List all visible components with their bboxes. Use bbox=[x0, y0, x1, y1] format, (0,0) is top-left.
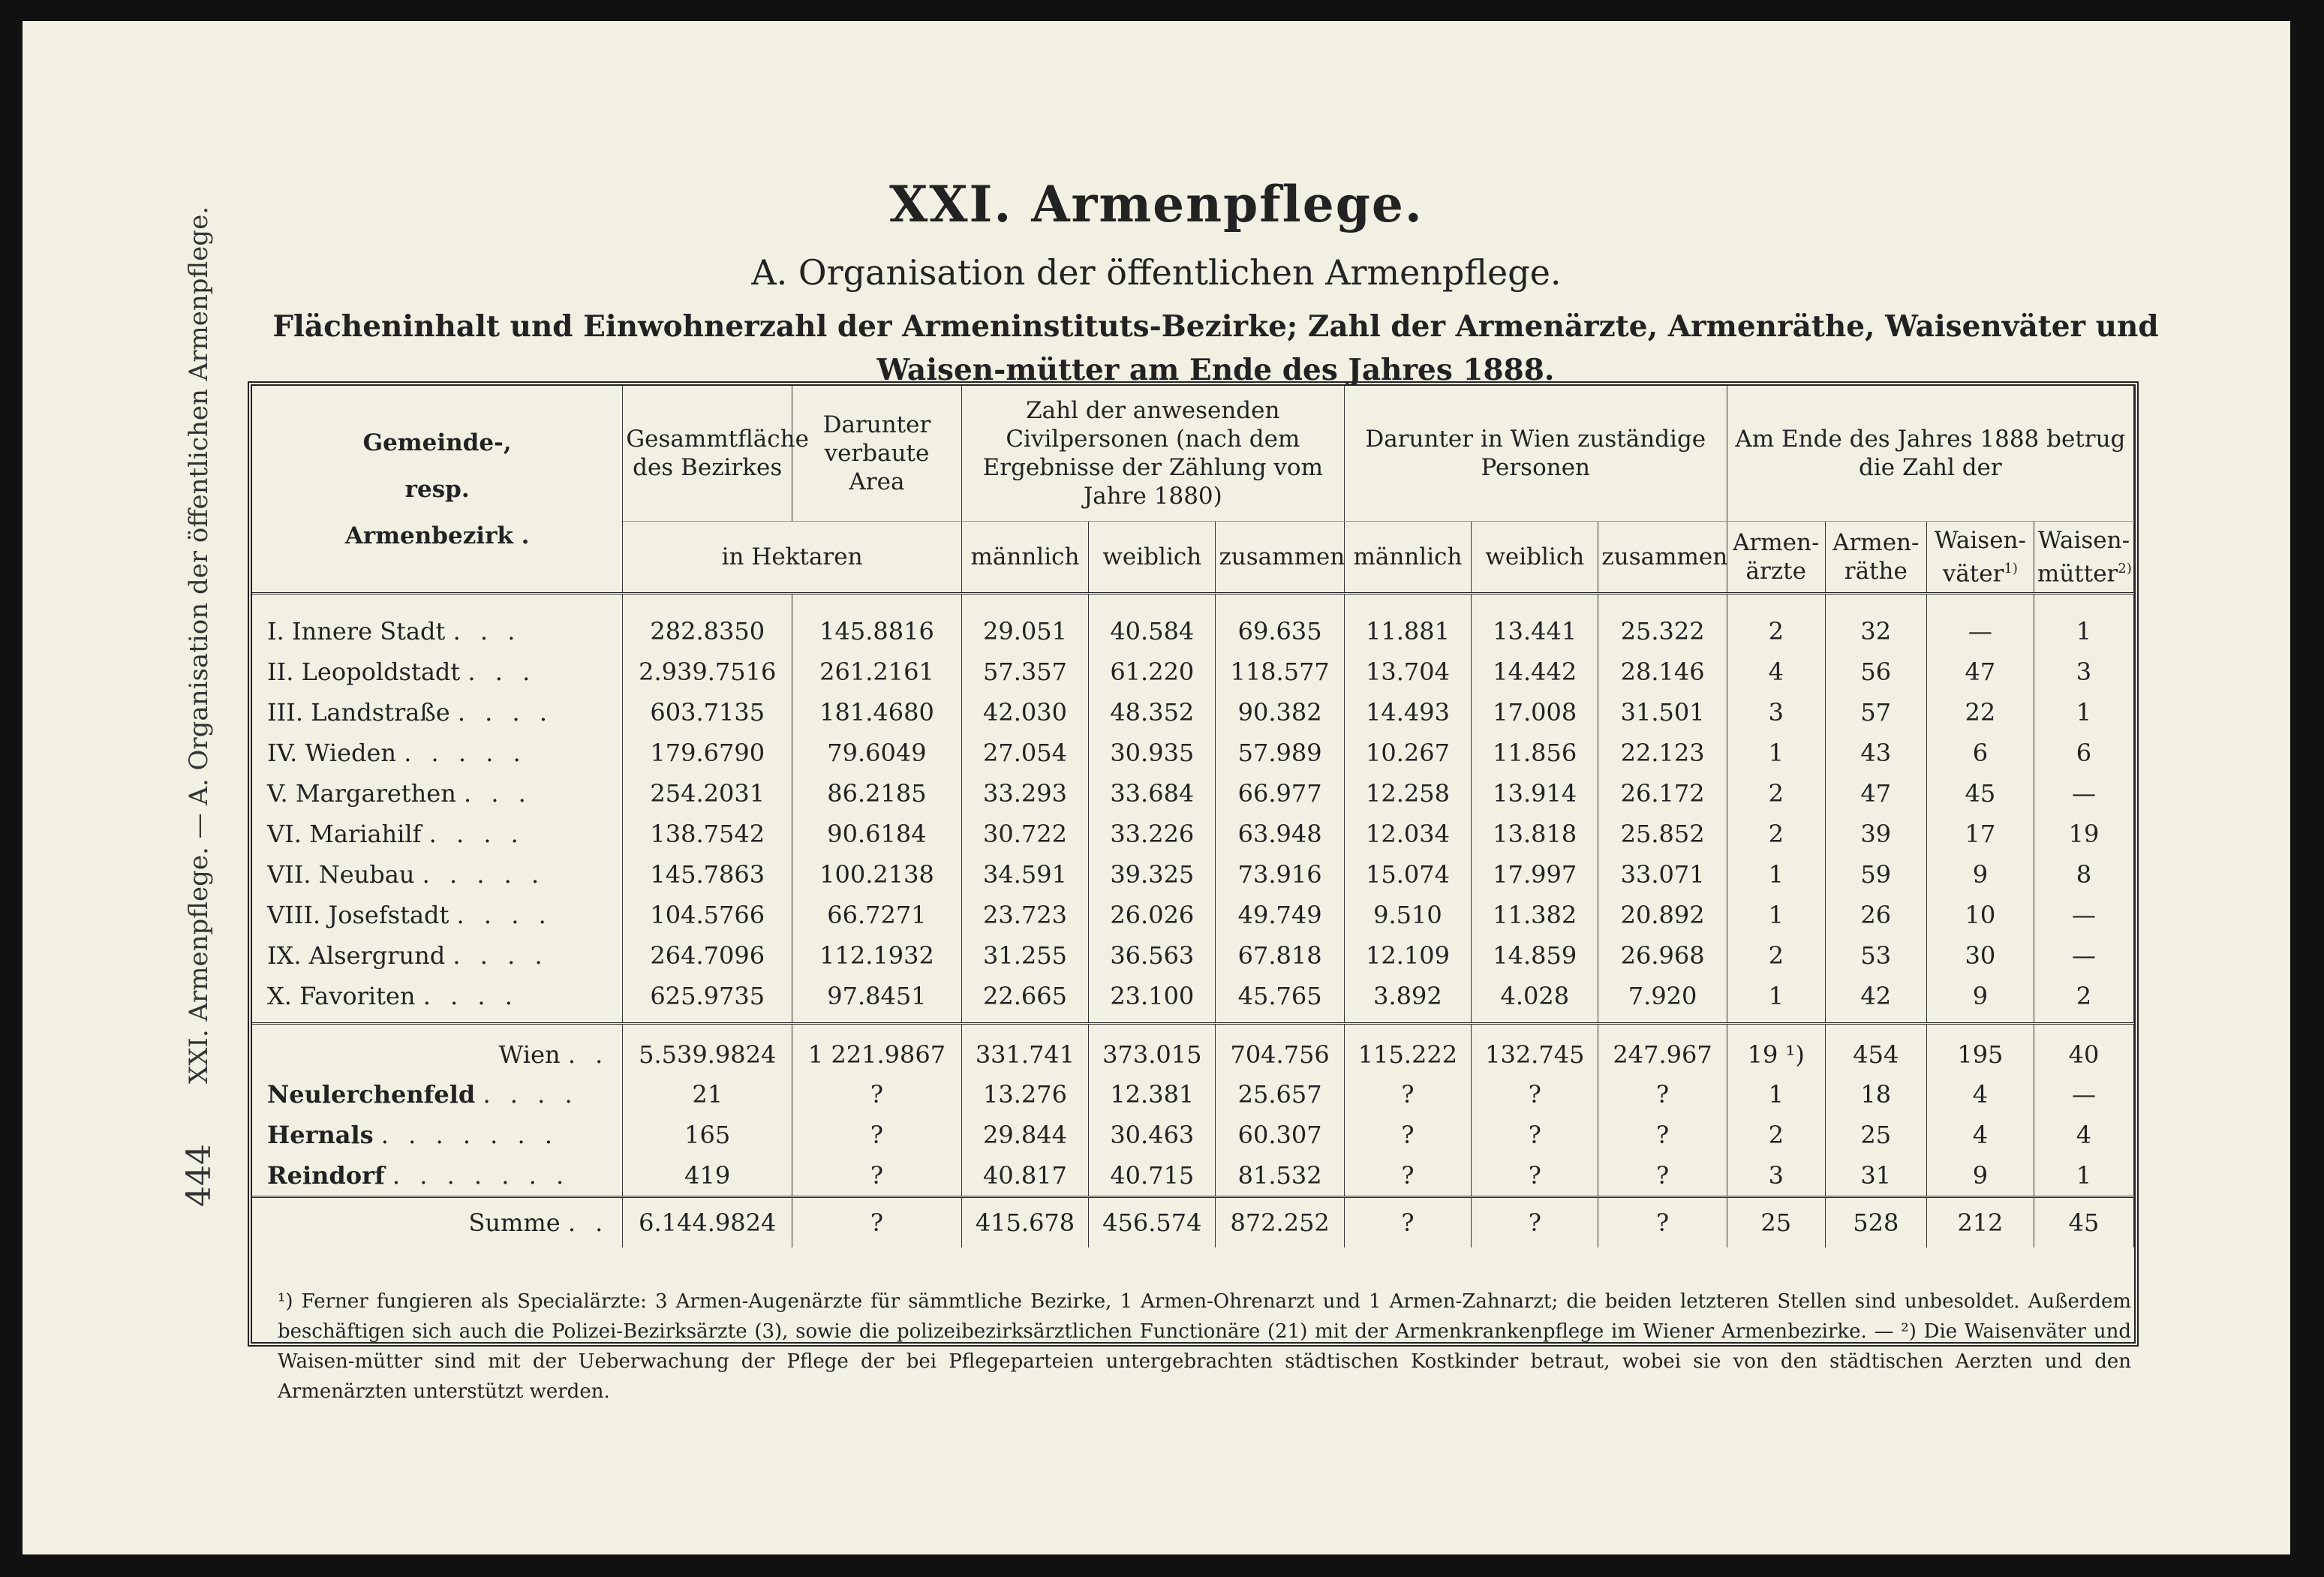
header-gesammtflaeche: Gesammtfläche des Bezirkes bbox=[623, 386, 792, 522]
header-zustaendige: Darunter in Wien zuständige Personen bbox=[1344, 386, 1727, 522]
header-zusammen: zusammen bbox=[1216, 522, 1344, 594]
cell-ww: ? bbox=[1472, 1197, 1598, 1248]
cell-muetter: 2 bbox=[2034, 976, 2133, 1024]
cell-raethe: 26 bbox=[1825, 895, 1926, 935]
cell-z: 66.977 bbox=[1216, 773, 1344, 814]
cell-m: 31.255 bbox=[961, 935, 1088, 976]
cell-flaeche: 6.144.9824 bbox=[623, 1197, 792, 1248]
document-page bbox=[23, 21, 2290, 1554]
cell-verbaut: ? bbox=[792, 1115, 962, 1155]
cell-m: 13.276 bbox=[961, 1074, 1088, 1115]
cell-wm: 3.892 bbox=[1344, 976, 1471, 1024]
header-verbaute-area: Darunter verbaute Area bbox=[792, 386, 962, 522]
cell-wm: 13.704 bbox=[1344, 652, 1471, 692]
cell-vaeter: 47 bbox=[1926, 652, 2034, 692]
cell-wz: 33.071 bbox=[1598, 854, 1727, 895]
cell-w: 61.220 bbox=[1089, 652, 1216, 692]
cell-wz: 28.146 bbox=[1598, 652, 1727, 692]
cell-m: 22.665 bbox=[961, 976, 1088, 1024]
cell-aerzte: 2 bbox=[1727, 814, 1825, 854]
header-in-hektaren: in Hektaren bbox=[623, 522, 962, 594]
row-name: VI. Mariahilf bbox=[267, 820, 422, 848]
cell-raethe: 39 bbox=[1825, 814, 1926, 854]
cell-raethe: 56 bbox=[1825, 652, 1926, 692]
cell-ww: 13.441 bbox=[1472, 594, 1598, 652]
cell-aerzte: 2 bbox=[1727, 773, 1825, 814]
district-rows bbox=[252, 594, 2134, 1024]
cell-flaeche: 138.7542 bbox=[623, 814, 792, 854]
cell-vaeter: 17 bbox=[1926, 814, 2034, 854]
cell-vaeter: 4 bbox=[1926, 1115, 2034, 1155]
cell-muetter: 45 bbox=[2034, 1197, 2133, 1248]
header-waisenvaeter bbox=[1926, 522, 2034, 594]
cell-w: 40.584 bbox=[1089, 594, 1216, 652]
cell-aerzte: 4 bbox=[1727, 652, 1825, 692]
cell-verbaut: ? bbox=[792, 1197, 962, 1248]
leader-dots: . . . . . . . bbox=[392, 1161, 570, 1190]
cell-m: 42.030 bbox=[961, 692, 1088, 733]
cell-wz: 247.967 bbox=[1598, 1024, 1727, 1075]
table-row bbox=[252, 1115, 2134, 1155]
table-row bbox=[252, 935, 2134, 976]
cell-z: 63.948 bbox=[1216, 814, 1344, 854]
leader-dots: . . . . bbox=[422, 982, 519, 1010]
cell-wm: 115.222 bbox=[1344, 1024, 1471, 1075]
cell-ww: 11.382 bbox=[1472, 895, 1598, 935]
header-waisenmuetter-label: Waisen-mütter bbox=[2037, 526, 2130, 588]
cell-aerzte: 1 bbox=[1727, 854, 1825, 895]
cell-flaeche: 145.7863 bbox=[623, 854, 792, 895]
cell-aerzte: 2 bbox=[1727, 594, 1825, 652]
cell-muetter: — bbox=[2034, 773, 2133, 814]
cell-wm: ? bbox=[1344, 1115, 1471, 1155]
cell-raethe: 31 bbox=[1825, 1155, 1926, 1197]
leader-dots: . . . bbox=[468, 658, 537, 686]
row-label bbox=[252, 935, 623, 976]
row-label bbox=[252, 594, 623, 652]
cell-wm: 10.267 bbox=[1344, 733, 1471, 773]
table-header bbox=[252, 386, 2134, 594]
header-armenaerzte: Armen-ärzte bbox=[1727, 522, 1825, 594]
cell-z: 49.749 bbox=[1216, 895, 1344, 935]
cell-vaeter: 195 bbox=[1926, 1024, 2034, 1075]
cell-aerzte: 1 bbox=[1727, 976, 1825, 1024]
header-gemeinde bbox=[252, 386, 623, 594]
table-row bbox=[252, 1024, 2134, 1075]
cell-aerzte: 2 bbox=[1727, 935, 1825, 976]
header-maennlich: männlich bbox=[961, 522, 1088, 594]
table-row bbox=[252, 1197, 2134, 1248]
cell-ww: 11.856 bbox=[1472, 733, 1598, 773]
cell-wz: ? bbox=[1598, 1074, 1727, 1115]
cell-flaeche: 254.2031 bbox=[623, 773, 792, 814]
footnotes: ¹) Ferner fungieren als Specialärzte: 3 Armen-Augenärzte für sämmtliche Bezirke, 1 Armen-Ohrenarzt und 1 Armen-Zahnarzt; die beiden letzteren Stellen sind unbesoldet. Außerdem beschäftigen sich auch die Polizei-Bezirksärzte (3), sowie die polizeibezirksärztlichen Functionäre (21) mit der Armenkrankenpflege im Wiener Armenbezirke. — ²) Die Waisenväter und Waisen-mütter sind mit der Ueberwachung der Pflege der bei Pflegeparteien untergebrachten städtischen Kostkinder betraut, wobei sie von den städtischen Aerzten und den Armenärzten unterstützt werden. bbox=[278, 1290, 2131, 1403]
cell-raethe: 47 bbox=[1825, 773, 1926, 814]
table-row bbox=[252, 594, 2134, 652]
cell-raethe: 32 bbox=[1825, 594, 1926, 652]
section-subtitle: A. Organisation der öffentlichen Armenpflege. bbox=[751, 252, 1562, 293]
cell-z: 872.252 bbox=[1216, 1197, 1344, 1248]
row-label bbox=[252, 854, 623, 895]
cell-ww: ? bbox=[1472, 1155, 1598, 1197]
row-name: Summe bbox=[468, 1208, 561, 1237]
cell-verbaut: 145.8816 bbox=[792, 594, 962, 652]
table-row bbox=[252, 895, 2134, 935]
row-name: Neulerchenfeld bbox=[267, 1080, 476, 1109]
cell-flaeche: 625.9735 bbox=[623, 976, 792, 1024]
cell-verbaut: 66.7271 bbox=[792, 895, 962, 935]
cell-m: 23.723 bbox=[961, 895, 1088, 935]
cell-ww: 14.859 bbox=[1472, 935, 1598, 976]
cell-vaeter: 10 bbox=[1926, 895, 2034, 935]
table-row bbox=[252, 652, 2134, 692]
cell-z: 60.307 bbox=[1216, 1115, 1344, 1155]
cell-ww: 4.028 bbox=[1472, 976, 1598, 1024]
cell-raethe: 57 bbox=[1825, 692, 1926, 733]
cell-wm: ? bbox=[1344, 1074, 1471, 1115]
cell-z: 57.989 bbox=[1216, 733, 1344, 773]
header-weiblich: weiblich bbox=[1089, 522, 1216, 594]
row-label bbox=[252, 1074, 623, 1115]
cell-aerzte: 19 ¹) bbox=[1727, 1024, 1825, 1075]
header-waisenmuetter bbox=[2034, 522, 2133, 594]
cell-verbaut: 86.2185 bbox=[792, 773, 962, 814]
cell-wm: 12.258 bbox=[1344, 773, 1471, 814]
cell-flaeche: 603.7135 bbox=[623, 692, 792, 733]
table-row bbox=[252, 1155, 2134, 1197]
cell-muetter: 1 bbox=[2034, 1155, 2133, 1197]
header-ende-jahres: Am Ende des Jahres 1888 betrug die Zahl der bbox=[1727, 386, 2133, 522]
cell-raethe: 454 bbox=[1825, 1024, 1926, 1075]
cell-verbaut: 79.6049 bbox=[792, 733, 962, 773]
row-label bbox=[252, 1115, 623, 1155]
cell-vaeter: 22 bbox=[1926, 692, 2034, 733]
cell-vaeter: 4 bbox=[1926, 1074, 2034, 1115]
cell-muetter: 1 bbox=[2034, 692, 2133, 733]
cell-z: 73.916 bbox=[1216, 854, 1344, 895]
cell-z: 90.382 bbox=[1216, 692, 1344, 733]
leader-dots: . . . . . bbox=[422, 860, 546, 889]
cell-ww: ? bbox=[1472, 1115, 1598, 1155]
cell-vaeter: — bbox=[1926, 594, 2034, 652]
cell-m: 40.817 bbox=[961, 1155, 1088, 1197]
cell-vaeter: 6 bbox=[1926, 733, 2034, 773]
cell-m: 34.591 bbox=[961, 854, 1088, 895]
cell-muetter: 3 bbox=[2034, 652, 2133, 692]
cell-verbaut: ? bbox=[792, 1155, 962, 1197]
statistics-table bbox=[252, 386, 2134, 1247]
row-label bbox=[252, 692, 623, 733]
cell-ww: ? bbox=[1472, 1074, 1598, 1115]
header-civilpersonen: Zahl der anwesenden Civilpersonen (nach dem Ergebnisse der Zählung vom Jahre 1880) bbox=[961, 386, 1344, 522]
cell-wz: 22.123 bbox=[1598, 733, 1727, 773]
cell-aerzte: 1 bbox=[1727, 1074, 1825, 1115]
row-label bbox=[252, 1155, 623, 1197]
leader-dots: . . . . bbox=[452, 941, 549, 970]
cell-z: 67.818 bbox=[1216, 935, 1344, 976]
cell-wz: 7.920 bbox=[1598, 976, 1727, 1024]
running-head-text: XXI. Armenpflege. — A. Organisation der öffentlichen Armenpflege. bbox=[184, 206, 214, 1085]
table-row bbox=[252, 854, 2134, 895]
cell-flaeche: 419 bbox=[623, 1155, 792, 1197]
row-name: II. Leopoldstadt bbox=[267, 658, 461, 686]
page-number: 444 bbox=[179, 1144, 218, 1207]
cell-m: 57.357 bbox=[961, 652, 1088, 692]
cell-m: 331.741 bbox=[961, 1024, 1088, 1075]
cell-muetter: 4 bbox=[2034, 1115, 2133, 1155]
table-row bbox=[252, 733, 2134, 773]
cell-z: 45.765 bbox=[1216, 976, 1344, 1024]
cell-vaeter: 9 bbox=[1926, 854, 2034, 895]
row-name: Wien bbox=[498, 1040, 561, 1069]
header-wien-weiblich: weiblich bbox=[1472, 522, 1598, 594]
cell-flaeche: 165 bbox=[623, 1115, 792, 1155]
row-name: Hernals bbox=[267, 1121, 374, 1149]
cell-w: 30.935 bbox=[1089, 733, 1216, 773]
leader-dots: . . . . . bbox=[404, 739, 527, 767]
table-row bbox=[252, 692, 2134, 733]
cell-flaeche: 282.8350 bbox=[623, 594, 792, 652]
cell-vaeter: 212 bbox=[1926, 1197, 2034, 1248]
cell-flaeche: 104.5766 bbox=[623, 895, 792, 935]
cell-w: 373.015 bbox=[1089, 1024, 1216, 1075]
cell-aerzte: 1 bbox=[1727, 895, 1825, 935]
cell-z: 25.657 bbox=[1216, 1074, 1344, 1115]
footnote-ref-2: 2) bbox=[2118, 560, 2132, 576]
leader-dots: . . . . bbox=[428, 820, 525, 848]
cell-m: 33.293 bbox=[961, 773, 1088, 814]
cell-m: 29.051 bbox=[961, 594, 1088, 652]
row-name: VIII. Josefstadt bbox=[267, 901, 449, 929]
cell-raethe: 25 bbox=[1825, 1115, 1926, 1155]
cell-w: 12.381 bbox=[1089, 1074, 1216, 1115]
cell-verbaut: 90.6184 bbox=[792, 814, 962, 854]
row-label bbox=[252, 976, 623, 1024]
cell-aerzte: 2 bbox=[1727, 1115, 1825, 1155]
row-label bbox=[252, 1024, 623, 1075]
row-label bbox=[252, 1197, 623, 1248]
cell-verbaut: 1 221.9867 bbox=[792, 1024, 962, 1075]
cell-wz: ? bbox=[1598, 1197, 1727, 1248]
cell-z: 704.756 bbox=[1216, 1024, 1344, 1075]
cell-flaeche: 5.539.9824 bbox=[623, 1024, 792, 1075]
cell-vaeter: 9 bbox=[1926, 976, 2034, 1024]
cell-ww: 17.008 bbox=[1472, 692, 1598, 733]
row-name: I. Innere Stadt bbox=[267, 617, 446, 646]
cell-wz: ? bbox=[1598, 1115, 1727, 1155]
cell-muetter: 8 bbox=[2034, 854, 2133, 895]
cell-w: 39.325 bbox=[1089, 854, 1216, 895]
cell-wm: 14.493 bbox=[1344, 692, 1471, 733]
row-name: IX. Alsergrund bbox=[267, 941, 446, 970]
cell-flaeche: 179.6790 bbox=[623, 733, 792, 773]
row-label bbox=[252, 652, 623, 692]
header-gemeinde-line1: Gemeinde-, bbox=[362, 429, 512, 456]
cell-m: 27.054 bbox=[961, 733, 1088, 773]
cell-verbaut: 181.4680 bbox=[792, 692, 962, 733]
cell-wz: ? bbox=[1598, 1155, 1727, 1197]
cell-wm: ? bbox=[1344, 1197, 1471, 1248]
cell-verbaut: 97.8451 bbox=[792, 976, 962, 1024]
header-wien-zusammen: zusammen bbox=[1598, 522, 1727, 594]
leader-dots: . . . bbox=[452, 617, 522, 646]
row-name: X. Favoriten bbox=[267, 982, 416, 1010]
cell-raethe: 43 bbox=[1825, 733, 1926, 773]
header-gemeinde-line2: resp. bbox=[404, 475, 470, 503]
cell-muetter: 6 bbox=[2034, 733, 2133, 773]
cell-wz: 20.892 bbox=[1598, 895, 1727, 935]
cell-raethe: 59 bbox=[1825, 854, 1926, 895]
cell-aerzte: 3 bbox=[1727, 692, 1825, 733]
summe-row bbox=[252, 1197, 2134, 1248]
cell-verbaut: 112.1932 bbox=[792, 935, 962, 976]
cell-w: 36.563 bbox=[1089, 935, 1216, 976]
cell-raethe: 53 bbox=[1825, 935, 1926, 976]
cell-w: 48.352 bbox=[1089, 692, 1216, 733]
table-row bbox=[252, 814, 2134, 854]
header-waisenvaeter-label: Waisen-väter bbox=[1934, 526, 2026, 588]
row-label bbox=[252, 814, 623, 854]
cell-vaeter: 45 bbox=[1926, 773, 2034, 814]
leader-dots: . . bbox=[567, 1208, 609, 1237]
cell-wm: 9.510 bbox=[1344, 895, 1471, 935]
cell-wz: 26.172 bbox=[1598, 773, 1727, 814]
cell-w: 33.226 bbox=[1089, 814, 1216, 854]
cell-verbaut: 261.2161 bbox=[792, 652, 962, 692]
cell-ww: 17.997 bbox=[1472, 854, 1598, 895]
cell-muetter: — bbox=[2034, 935, 2133, 976]
cell-flaeche: 21 bbox=[623, 1074, 792, 1115]
cell-wz: 31.501 bbox=[1598, 692, 1727, 733]
row-name: VII. Neubau bbox=[267, 860, 415, 889]
cell-muetter: 19 bbox=[2034, 814, 2133, 854]
cell-ww: 132.745 bbox=[1472, 1024, 1598, 1075]
cell-w: 30.463 bbox=[1089, 1115, 1216, 1155]
row-name: III. Landstraße bbox=[267, 698, 450, 727]
cell-aerzte: 3 bbox=[1727, 1155, 1825, 1197]
cell-wm: ? bbox=[1344, 1155, 1471, 1197]
row-name: Reindorf bbox=[267, 1161, 385, 1190]
cell-muetter: 40 bbox=[2034, 1024, 2133, 1075]
cell-aerzte: 1 bbox=[1727, 733, 1825, 773]
page-title: XXI. Armenpflege. bbox=[889, 175, 1424, 233]
cell-w: 33.684 bbox=[1089, 773, 1216, 814]
cell-wz: 26.968 bbox=[1598, 935, 1727, 976]
cell-aerzte: 25 bbox=[1727, 1197, 1825, 1248]
cell-muetter: 1 bbox=[2034, 594, 2133, 652]
row-label bbox=[252, 733, 623, 773]
leader-dots: . . . . bbox=[483, 1080, 579, 1109]
row-name: V. Margarethen bbox=[267, 779, 456, 808]
table-row bbox=[252, 773, 2134, 814]
cell-verbaut: 100.2138 bbox=[792, 854, 962, 895]
cell-vaeter: 30 bbox=[1926, 935, 2034, 976]
cell-ww: 14.442 bbox=[1472, 652, 1598, 692]
leader-dots: . . . . . . . bbox=[380, 1121, 559, 1149]
footnote-ref-1: 1) bbox=[2004, 560, 2018, 576]
cell-wm: 12.034 bbox=[1344, 814, 1471, 854]
cell-vaeter: 9 bbox=[1926, 1155, 2034, 1197]
cell-raethe: 42 bbox=[1825, 976, 1926, 1024]
leader-dots: . . . . bbox=[457, 698, 554, 727]
cell-w: 456.574 bbox=[1089, 1197, 1216, 1248]
row-label bbox=[252, 895, 623, 935]
cell-muetter: — bbox=[2034, 895, 2133, 935]
cell-w: 23.100 bbox=[1089, 976, 1216, 1024]
cell-z: 118.577 bbox=[1216, 652, 1344, 692]
header-wien-maennlich: männlich bbox=[1344, 522, 1471, 594]
cell-verbaut: ? bbox=[792, 1074, 962, 1115]
leader-dots: . . bbox=[567, 1040, 609, 1069]
cell-raethe: 18 bbox=[1825, 1074, 1926, 1115]
cell-wz: 25.322 bbox=[1598, 594, 1727, 652]
cell-ww: 13.914 bbox=[1472, 773, 1598, 814]
table-caption: Flächeninhalt und Einwohnerzahl der Armeninstituts-Bezirke; Zahl der Armenärzte, Armenräthe, Waisenväter und Waisen-mütter am Ende des Jahres 1888. bbox=[272, 309, 2159, 387]
table-row bbox=[252, 976, 2134, 1024]
table-row bbox=[252, 1074, 2134, 1115]
cell-raethe: 528 bbox=[1825, 1197, 1926, 1248]
cell-muetter: — bbox=[2034, 1074, 2133, 1115]
totals-rows bbox=[252, 1024, 2134, 1197]
cell-flaeche: 2.939.7516 bbox=[623, 652, 792, 692]
cell-ww: 13.818 bbox=[1472, 814, 1598, 854]
row-label bbox=[252, 773, 623, 814]
cell-flaeche: 264.7096 bbox=[623, 935, 792, 976]
cell-w: 40.715 bbox=[1089, 1155, 1216, 1197]
cell-wm: 12.109 bbox=[1344, 935, 1471, 976]
cell-wm: 15.074 bbox=[1344, 854, 1471, 895]
cell-m: 415.678 bbox=[961, 1197, 1088, 1248]
leader-dots: . . . . bbox=[456, 901, 552, 929]
cell-w: 26.026 bbox=[1089, 895, 1216, 935]
header-armenraethe: Armen-räthe bbox=[1825, 522, 1926, 594]
row-name: IV. Wieden bbox=[267, 739, 397, 767]
leader-dots: . . . bbox=[463, 779, 532, 808]
cell-m: 29.844 bbox=[961, 1115, 1088, 1155]
header-gemeinde-line3: Armenbezirk . bbox=[344, 522, 530, 549]
cell-m: 30.722 bbox=[961, 814, 1088, 854]
cell-z: 81.532 bbox=[1216, 1155, 1344, 1197]
statistics-table-frame bbox=[248, 381, 2139, 1347]
cell-wz: 25.852 bbox=[1598, 814, 1727, 854]
cell-z: 69.635 bbox=[1216, 594, 1344, 652]
cell-wm: 11.881 bbox=[1344, 594, 1471, 652]
